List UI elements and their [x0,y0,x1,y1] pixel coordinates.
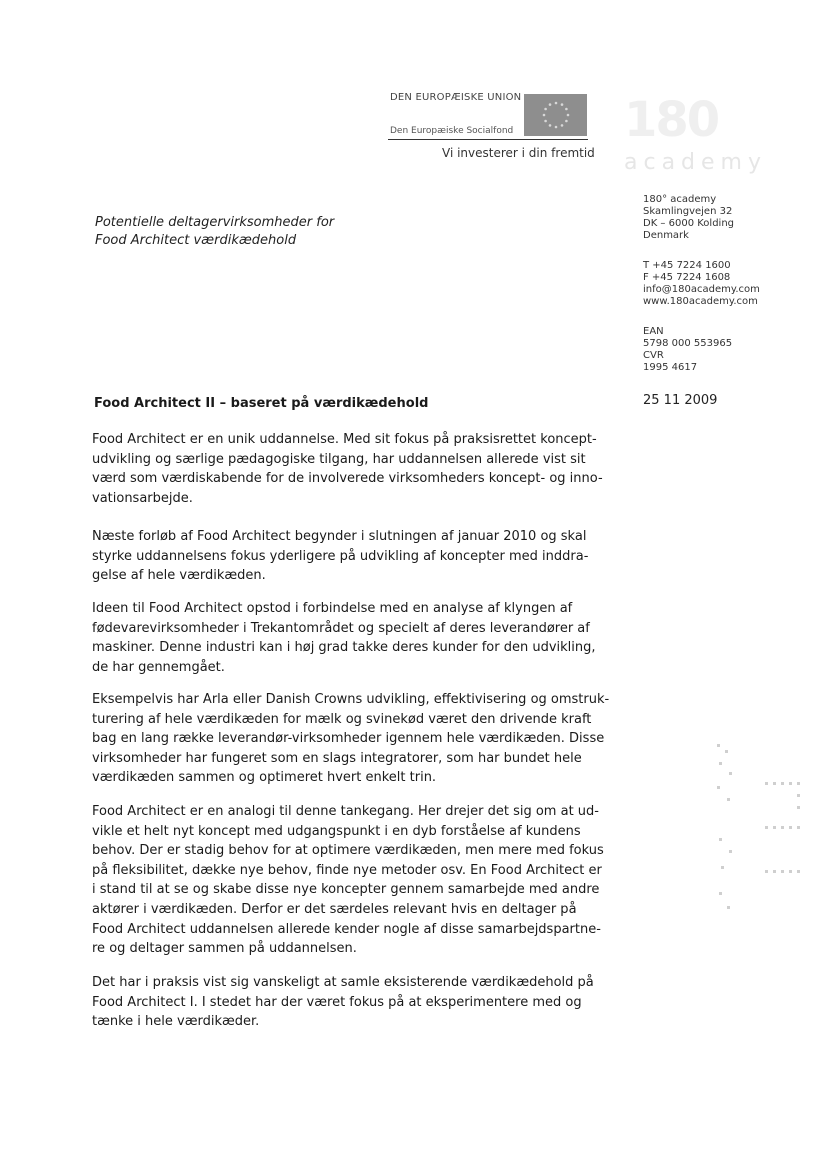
text-line: styrke uddannelsens fokus yderligere på udvikling af koncepter med inddra- [92,548,589,564]
text-line: maskiner. Denne industri kan i høj grad takke deres kunder for den udvikling, [92,640,596,656]
contact-email: info@180academy.com [643,284,760,295]
paragraph [92,690,612,788]
text-line: Ideen til Food Architect opstod i forbindelse med en analyse af klyngen af [92,601,573,616]
paragraph [92,430,612,508]
text-line: behov. Der er stadig behov for at optimere værdikæden, men mere med fokus [92,843,604,859]
text-line: værdikæden sammen og optimeret hvert enkelt trin. [92,770,437,786]
paragraph [92,599,612,677]
text-line: i stand til at se og skabe disse nye koncepter gennem samarbejde med andre [92,882,600,898]
paragraph [92,973,612,1032]
contact-ids [643,326,732,374]
contact-line: EAN [643,326,664,337]
text-line: gelse af hele værdikæden. [92,568,266,584]
eu-stars-icon [536,99,576,131]
text-line: værd som værdiskabende for de involverede virksomheders koncept- og inno- [92,471,603,487]
text-line: Det har i praksis vist sig vanskeligt at samle eksisterende værdikædehold på [92,975,594,990]
contact-website: www.180academy.com [643,296,758,307]
text-line: Food Architect er en unik uddannelse. Med sit fokus på praksisrettet koncept- [92,432,597,447]
text-line: Food Architect uddannelsen allerede kender nogle af disse samarbejdspartne- [92,921,601,937]
text-line: Eksempelvis har Arla eller Danish Crowns udvikling, effektivisering og omstruk- [92,692,610,707]
eu-slogan: Vi investerer i din fremtid [442,146,595,160]
text-line: turering af hele værdikæden for mælk og svinekød været den drivende kraft [92,711,592,727]
contact-line: Denmark [643,230,689,241]
contact-line: T +45 7224 1600 [643,260,731,271]
text-line: re og deltager sammen på uddannelsen. [92,941,357,957]
eu-divider [388,139,588,140]
eu-union-label: DEN EUROPÆISKE UNION [390,92,522,103]
recipient-line-1: Potentielle deltagervirksomheder for [95,215,335,230]
recipient-block [95,214,334,250]
contact-line: CVR [643,350,664,361]
academy-logo-word: academy [624,150,768,175]
contact-line: 1995 4617 [643,362,698,373]
contact-line: DK – 6000 Kolding [643,218,735,229]
text-line: fødevarevirksomheder i Trekantområdet og specielt af deres leverandører af [92,620,590,636]
text-line: Næste forløb af Food Architect begynder i slutningen af januar 2010 og skal [92,529,587,544]
letter-heading: Food Architect II – baseret på værdikædehold [94,396,429,411]
text-line: virksomheder har fungeret som en slags integratorer, som har bundet hele [92,750,582,766]
recipient-line-2: Food Architect værdikædehold [95,233,297,248]
contact-line: Skamlingvejen 32 [643,206,733,217]
text-line: Food Architect er en analogi til denne tankegang. Her drejer det sig om at ud- [92,804,599,819]
text-line: vikle et helt nyt koncept med udgangspunkt i en dyb forståelse af kundens [92,823,581,839]
text-line: Food Architect I. I stedet har der været fokus på at eksperimentere med og [92,994,582,1010]
text-line: bag en lang række leverandør-virksomheder igennem hele værdikæden. Disse [92,731,605,747]
academy-logo-number: 180 [624,92,719,148]
text-line: på fleksibilitet, dække nye behov, finde nye metoder osv. En Food Architect er [92,862,602,878]
paragraph [92,527,612,586]
paragraph [92,802,612,959]
text-line: de har gennemgået. [92,659,225,675]
eu-fund-label: Den Europæiske Socialfond [390,126,514,136]
text-line: aktører i værdikæden. Derfor er det særdeles relevant hvis en deltager på [92,901,577,917]
eu-flag-icon [524,94,587,136]
contact-line: F +45 7224 1608 [643,272,731,283]
text-line: udvikling og særlige pædagogiske tilgang, har uddannelsen allerede vist sit [92,451,586,467]
side-decoration-icon [715,742,805,922]
contact-address [643,194,734,242]
text-line: tænke i hele værdikæder. [92,1014,260,1030]
contact-line: 180° academy [643,194,717,205]
contact-phones [643,260,760,308]
letter-date: 25 11 2009 [643,393,718,408]
text-line: vationsarbejde. [92,490,193,506]
contact-line: 5798 000 553965 [643,338,733,349]
